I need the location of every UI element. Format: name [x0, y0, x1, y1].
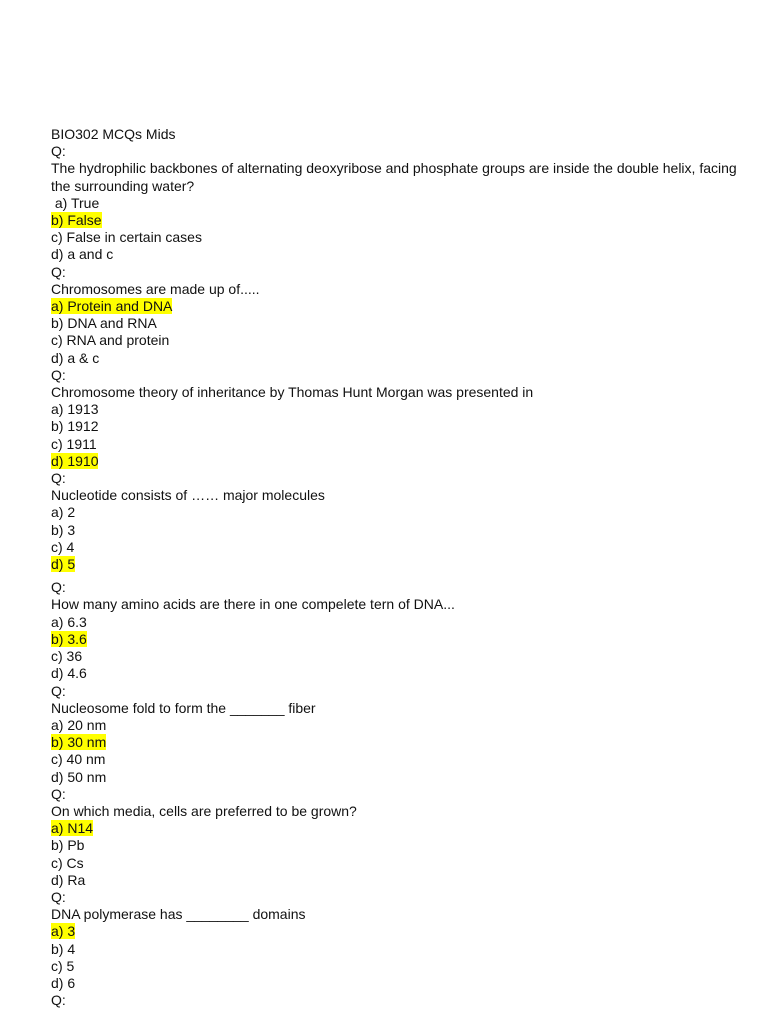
- option: c) 36: [51, 648, 83, 665]
- option: b) Pb: [51, 837, 85, 854]
- option: b) 3: [51, 521, 76, 538]
- option: a) 20 nm: [51, 716, 107, 733]
- option: c) False in certain cases: [51, 229, 202, 246]
- option: d) a & c: [51, 349, 100, 366]
- option-highlighted: d) 1910: [51, 452, 99, 469]
- question-label: Q:: [51, 263, 66, 280]
- option: c) 1911: [51, 435, 97, 452]
- question-label: Q:: [51, 579, 66, 596]
- option: a) 2: [51, 504, 76, 521]
- option: d) Ra: [51, 871, 86, 888]
- option: c) Cs: [51, 854, 84, 871]
- question-label: Q:: [51, 785, 66, 802]
- option-highlighted: a) N14: [51, 820, 94, 837]
- document-page: [51, 126, 741, 1009]
- option: a) 6.3: [51, 613, 87, 630]
- option: b) 1912: [51, 418, 99, 435]
- option: d) a and c: [51, 246, 114, 263]
- question-text: On which media, cells are preferred to be grown?: [51, 802, 357, 819]
- option-highlighted: a) 3: [51, 923, 76, 940]
- question-label: Q:: [51, 992, 66, 1009]
- question-text: Nucleosome fold to form the _______ fiber: [51, 699, 316, 716]
- question-text: The hydrophilic backbones of alternating deoxyribose and phosphate groups are inside the double helix, facing the surrounding water?: [51, 160, 741, 194]
- option: c) 5: [51, 957, 75, 974]
- question-label: Q:: [51, 888, 66, 905]
- option: c) 40 nm: [51, 751, 106, 768]
- option-highlighted: b) 30 nm: [51, 734, 107, 751]
- option: a) 1913: [51, 401, 99, 418]
- question-label: Q:: [51, 366, 66, 383]
- question-label: Q:: [51, 682, 66, 699]
- option: d) 6: [51, 974, 76, 991]
- option-highlighted: b) False: [51, 212, 102, 229]
- option: b) 4: [51, 940, 76, 957]
- question-text: How many amino acids are there in one compelete tern of DNA...: [51, 596, 455, 613]
- question-label: Q:: [51, 470, 66, 487]
- option: a) True: [51, 194, 100, 211]
- document-title: BIO302 MCQs Mids: [51, 126, 176, 142]
- option: d) 50 nm: [51, 768, 107, 785]
- option-highlighted: a) Protein and DNA: [51, 298, 173, 315]
- question-text: DNA polymerase has ________ domains: [51, 906, 306, 923]
- option: b) DNA and RNA: [51, 315, 157, 332]
- option-highlighted: d) 5: [51, 556, 76, 573]
- option-highlighted: b) 3.6: [51, 630, 87, 647]
- question-text: Chromosomes are made up of.....: [51, 280, 260, 297]
- question-label: Q:: [51, 143, 66, 160]
- option: d) 4.6: [51, 665, 87, 682]
- option: c) RNA and protein: [51, 332, 170, 349]
- question-text: Nucleotide consists of …… major molecules: [51, 487, 325, 504]
- question-text: Chromosome theory of inheritance by Thomas Hunt Morgan was presented in: [51, 384, 534, 401]
- option: c) 4: [51, 538, 75, 555]
